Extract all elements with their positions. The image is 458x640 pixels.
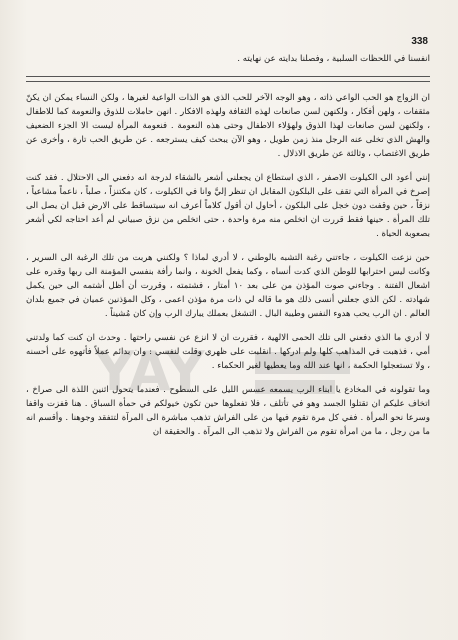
paragraph [26,251,430,321]
section-divider [26,76,430,82]
paragraph-text: لا أدري ما الذي دفعني الى تلك الحمى الالهية ، فقررت ان لا انزع عن نفسي راحتها . وحدث ان كنت كما ولدتني أمي ، فذهبت في المذاهب كلها ولم ادركها . انقلبت على ظهري وقلت لنفسي : وان بدائم عملاً فأتهوه على أحسنه ، ولا تستعجلوا الحكمة ، انها عند الله وما يعطيها لغير الحكماء . [26,333,430,371]
paragraph-text: حين نزعت الكيلوت ، جاءتني رغبة التشبه بالوطني ، لا أدري لماذا ؟ ولكنني هربت من تلك الرغبة الى السرير ، وكانت ليس احترابها للوطن الذي كدت أنساه ، وكما يفعل الخونة ، وانما رأفة بنفسي المؤمنة الى ربها وقدره على اشعال الفتنة . وجاءني صوت المؤذن من على بعد ١٠ أمتار ، فشتمته ، وقررت أن أظل أشتمه الى حين يكمل شهادته . لكن الذي جعلني أنسى ذلك هو ما قاله لي ذات مرة مؤذن اعمى ، وكل المؤذنين عميان في جميع بلدان العالم . ان الرب يحب هدوء النفس وطيبة البال . التشغل بعملك يبارك الرب وإن كان مُشيناً . [26,253,430,319]
paragraph-text: إنني أعود الى الكيلوت الاصفر ، الذي استطاع ان يجعلني أشعر بالشقاء لدرجة انه دفعني الى الاحتلال . فقد كنت إصرخ في المرأة التي تقف على البلكون المقابل ان تنظر إليَّ وانا في الكيلوت ، كان مكتنزاً ، صلباً ، ناعماً مشاعياً ، نزقاً ، حين وقفت دون خجل على البلكون ، أحاول ان أقول كلاماً أعرف انه سيتساقط على الارض قبل ان يصل الى تلك المرأة . حينها فقط قررت ان اتخلص منه مرة واحدة ، حتى اتخلص من نزق صبياني لم أعد احتاجه لكي أشعر بصعوبة الحياة . [26,173,430,239]
paragraph [26,331,430,373]
paragraph [26,52,430,66]
paragraph [26,91,430,161]
page-number: 338 [411,36,428,47]
paragraph-text: ان الزواج هو الحب الواعي ذاته ، وهو الوجه الآخر للحب الذي هو الذات الواعية لغيرها ، ولكن النساء يمكن ان يكنّ مثقفات ، ولهن أفكار ، ولكنهن لسن صانعات لهذه الثقافة ولهذه الافكار . انهن حاملات للذوق والنعومة كما للاطفال ، ولكنهن لسن صانعات لهذا الذوق ولهؤلاء الاطفال وحتى هذه النعومة . فنعومة المرأة ليست الا الجزء الضعيف والهش الذي تخلى عنه الرجل منذ زمن طويل ، وهو الآن يبحث كيف يسترجعه . عن طريق الحب تارة ، وأخرى عن طريق الاغتصاب ، وثالثة عن طريق الاذلال . [26,93,430,159]
paragraph-text: انفسنا في اللحظات السلبية ، وفصلنا بدايته عن نهايته . [237,54,430,64]
svg-text:YAY: YAY [95,340,205,403]
paragraph-text: وما تقولونه في المخادع يا ابناء الرب يسمعه عسس الليل على السطوح . فعندما يتحول اثنين اللذة الى صراخ ، اتخاف عليكم ان تقتلوا الجسد وهو في تأتلف ، فلا تفعلوها حين تكون خيولكم في حمأة السباق . هنا قفزت واقفا وسرعا نحو المرأة . ففي كل مرة تقوم فيها من على الفراش تذهب مباشرة الى المرآة لتتفقد وجوهنا . وأقسم انه ما من رجل ، ما من امرأة تقوم من الفراش ولا تذهب الى المرآة . والحقيقة ان [26,385,430,437]
paragraph [26,171,430,241]
paragraph [26,383,430,439]
page-body [26,52,430,449]
